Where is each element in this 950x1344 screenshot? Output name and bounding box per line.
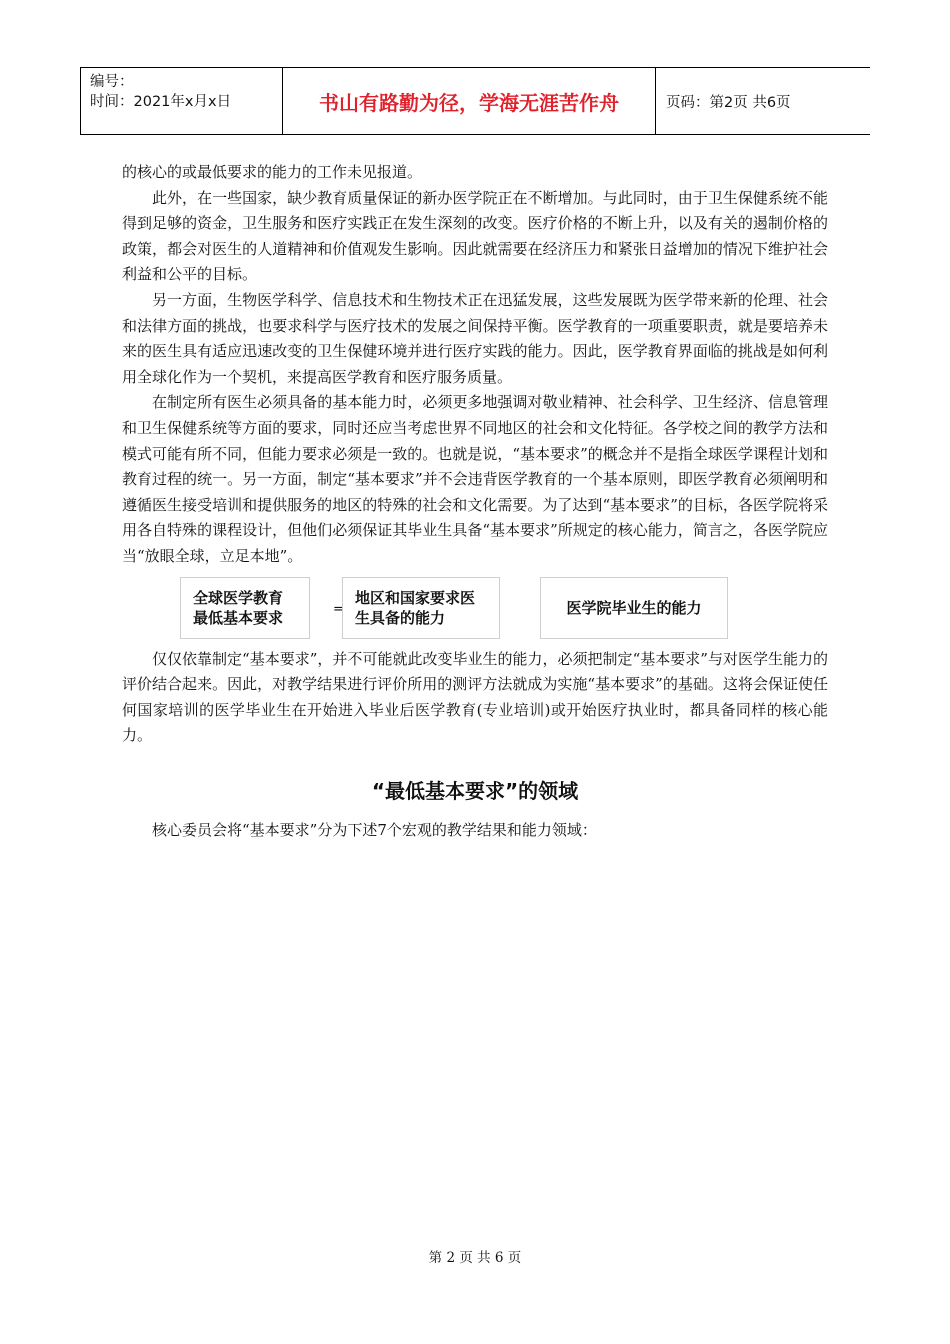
paragraph: 仅仅依靠制定“基本要求”，并不可能就此改变毕业生的能力，必须把制定“基本要求”与对医学生能力的评价结合起来。因此，对教学结果进行评价所用的测评方法就成为实施“基本要求”的基础。这将会保证使任何国家培训的医学毕业生在开始进入毕业后医学教育(专业培训)或开始医疗执业时，都具备同样的核心能力。 (122, 649, 828, 745)
page-header (80, 67, 870, 135)
flow-box-global-requirements: 全球医学教育 最低基本要求 (180, 577, 310, 639)
paragraph: 另一方面，生物医学科学、信息技术和生物技术正在迅猛发展，这些发展既为医学带来新的伦理、社会和法律方面的挑战，也要求科学与医疗技术的发展之间保持平衡。医学教育的一项重要职责，就是要培养未来的医生具有适应迅速改变的卫生保健环境并进行医疗实践的能力。因此，医学教育界面临的挑战是如何利用全球化作为一个契机，来提高医学教育和医疗服务质量。 (122, 290, 828, 386)
header-page-info: 页码：第2页 共6页 (666, 94, 791, 111)
flow-equals-sign: = (333, 601, 344, 617)
requirements-flow-diagram (122, 577, 828, 647)
paragraph: 在制定所有医生必须具备的基本能力时，必须更多地强调对敬业精神、社会科学、卫生经济、信息管理和卫生保健系统等方面的要求，同时还应当考虑世界不同地区的社会和文化特征。各学校之间的教学方法和模式可能有所不同，但能力要求必须是一致的。也就是说，“基本要求”的概念并不是指全球医学课程计划和教育过程的统一。另一方面，制定“基本要求”并不会违背医学教育的一个基本原则，即医学教育必须阐明和遵循医生接受培训和提供服务的地区的特殊的社会和文化需要。为了达到“基本要求”的目标，各医学院将采用各自特殊的课程设计，但他们必须保证其毕业生具备“基本要求”所规定的核心能力，简言之，各医学院应当“放眼全球，立足本地”。 (122, 393, 828, 565)
paragraph: 的核心的或最低要求的能力的工作未见报道。 (122, 163, 423, 181)
page-footer: 第 2 页 共 6 页 (428, 1250, 522, 1266)
time-label: 时间：2021年x月x日 (90, 94, 232, 110)
document-body (122, 160, 828, 844)
section-title: “最低基本要求”的领域 (371, 778, 579, 803)
header-meta (80, 68, 283, 134)
flow-box-regional-requirements: 地区和国家要求医 生具备的能力 (342, 577, 500, 639)
flow-box-graduate-abilities: 医学院毕业生的能力 (540, 577, 728, 639)
code-label: 编号： (90, 74, 134, 90)
paragraph: 此外，在一些国家，缺少教育质量保证的新办医学院正在不断增加。与此同时，由于卫生保健系统不能得到足够的资金，卫生服务和医疗实践正在发生深刻的改变。医疗价格的不断上升，以及有关的遏制价格的政策，都会对医生的人道精神和价值观发生影响。因此就需要在经济压力和紧张日益增加的情况下维护社会利益和公平的目标。 (122, 188, 828, 284)
header-motto: 书山有路勤为径，学海无涯苦作舟 (283, 68, 656, 134)
section-intro: 核心委员会将“基本要求”分为下述7个宏观的教学结果和能力领域： (152, 821, 597, 840)
